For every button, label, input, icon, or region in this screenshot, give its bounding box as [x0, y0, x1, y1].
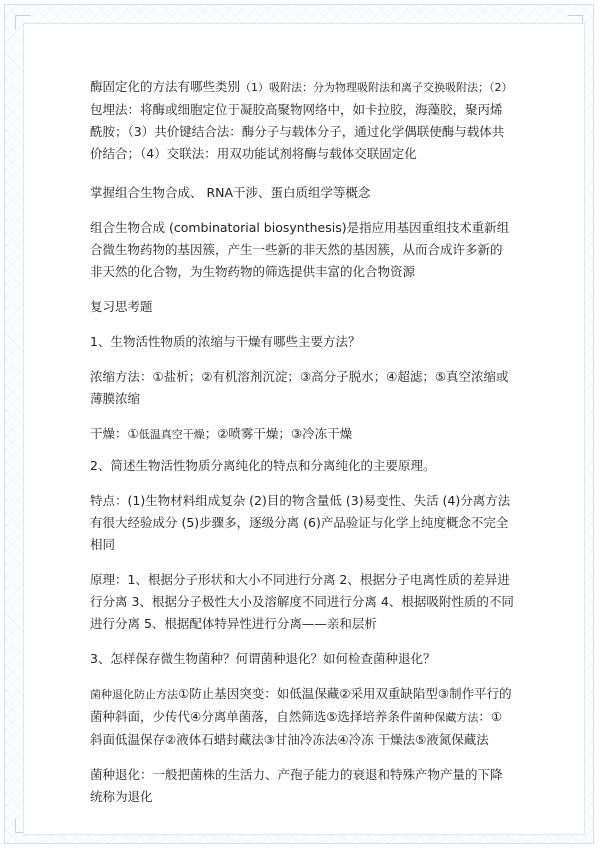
paragraph-text: 包埋法：将酶或细胞定位于凝胶高聚物网络中，如卡拉胶，海藻胶，聚丙烯酰胺；（3）共价键结合法：酶分子与载体分子，通过化学偶联使酶与载体共价结合；（4）交联法：用双功能试剂将酶与载体交联固定化: [90, 102, 505, 161]
section-heading-review: 复习思考题: [90, 299, 153, 314]
paragraph-text-small: 菌种退化防止方法: [90, 688, 178, 701]
answer-strain-degeneration: 菌种退化：一般把菌株的生活力、产孢子能力的衰退和特殊产物产量的下降统称为退化: [90, 767, 503, 804]
answer-features: 特点：(1)生物材料组成复杂 (2)目的物含量低 (3)易变性、失活 (4)分离方法有很大经验成分 (5)步骤多，逐级分离 (6)产品验证与化学上纯度概念不完全相同: [90, 493, 511, 552]
paragraph-text-small: 低温真空干燥: [138, 428, 205, 441]
paragraph-concepts: 掌握组合生物合成、 RNA干涉、蛋白质组学等概念: [90, 185, 371, 200]
paragraph-combinatorial-biosynthesis: 组合生物合成 (combinatorial biosynthesis)是指应用基因重组技术重新组合微生物药物的基因簇，产生一些新的非天然的基因簇，从而合成许多新的非天然的化合物，为生物药物的筛选提供丰富的化合物资源: [90, 220, 510, 279]
question-2: 2、简述生物活性物质分离纯化的特点和分离纯化的主要原理。: [90, 458, 436, 473]
answer-principles: 原理：1、根据分子形状和大小不同进行分离 2、根据分子电离性质的差异进行分离 3、根据分子极性大小及溶解度不同进行分离 4、根据吸附性质的不同进行分离 5、根据配体特异性进行分离——亲和层析: [90, 572, 514, 631]
answer-concentration: 浓缩方法：①盐析；②有机溶剂沉淀；③高分子脱水；④超滤；⑤真空浓缩或薄膜浓缩: [90, 369, 509, 406]
paragraph-text: ①防止基因突变：如低温保藏②采用双重缺陷型③制作平行的菌种斜面，少传代④分离单菌落，自然筛选⑤选择培养条件: [90, 686, 512, 724]
paragraph-text: 酶固定化的方法有哪些类别: [90, 79, 241, 94]
paragraph-text: ；②喷雾干燥；③冷冻干燥: [204, 426, 353, 441]
paragraph-enzyme-immobilization: [90, 76, 514, 165]
document-content: [90, 76, 514, 808]
paragraph-text-small: 菌种保藏方法: [412, 711, 479, 724]
answer-drying: [90, 423, 514, 446]
question-1: 1、生物活性物质的浓缩与干燥有哪些主要方法？: [90, 334, 361, 349]
paragraph-text-small: （1）吸附法：分为物理吸附法和离子交换吸附法；（2）: [240, 81, 513, 94]
question-3: 3、怎样保存微生物菌种？何谓菌种退化？如何检查菌种退化？: [90, 651, 436, 666]
answer-strain-preservation: [90, 683, 514, 751]
paragraph-text: 干燥：①: [90, 426, 139, 441]
paragraph-text: ：①斜面低温保存②液体石蜡封藏法③甘油冷冻法④冷冻 干燥法⑤液氮保藏法: [90, 709, 503, 747]
